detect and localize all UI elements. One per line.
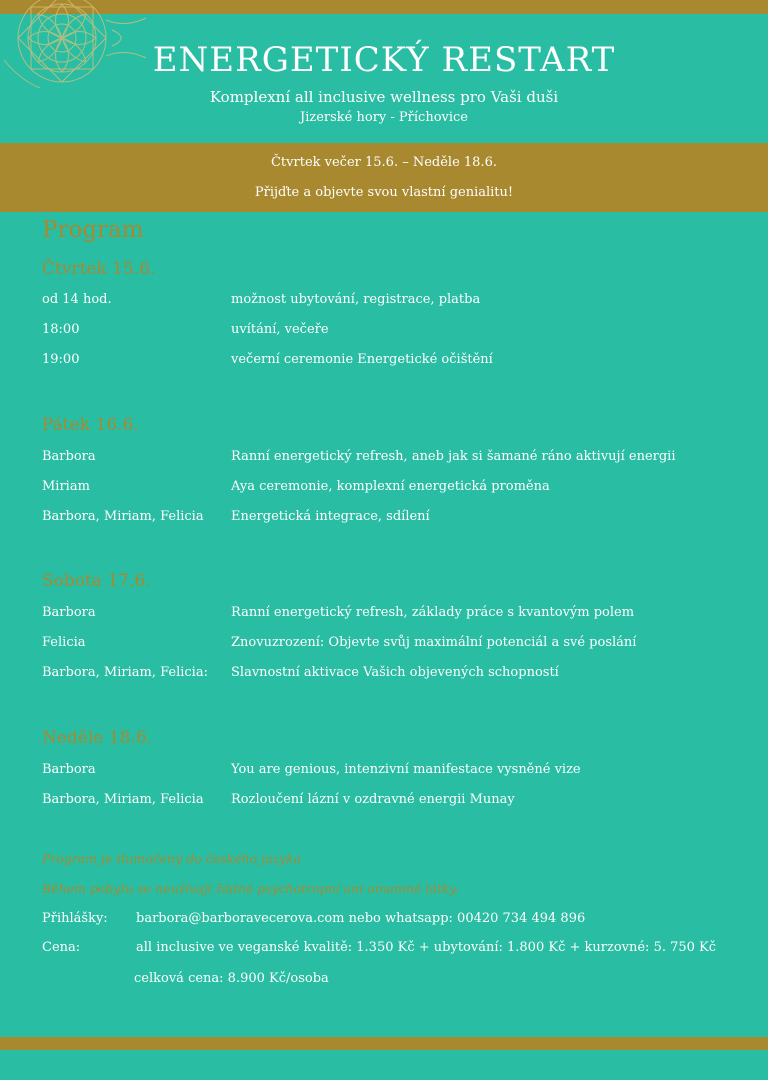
substances-note: Během pobytu se neužívají žádné psychotropní ani omamné látky.	[42, 881, 459, 896]
registration-label: Přihlášky:	[42, 911, 108, 926]
row-time: 19:00	[42, 352, 80, 367]
row-host: Barbora	[42, 762, 96, 777]
day-title: Sobota 17.6.	[42, 571, 151, 591]
day-title: Pátek 16.6.	[42, 415, 139, 435]
page-title: ENERGETICKÝ RESTART	[152, 40, 616, 80]
date-band	[0, 143, 768, 212]
row-host: Barbora, Miriam, Felicia	[42, 792, 204, 807]
row-host: Barbora	[42, 449, 96, 464]
bottom-gold-strip	[0, 1037, 768, 1050]
day-title: Neděle 18.6.	[42, 728, 153, 748]
row-activity: Rozloučení lázní v ozdravné energii Munay	[231, 792, 515, 807]
row-activity: Energetická integrace, sdílení	[231, 509, 430, 524]
row-host: Barbora, Miriam, Felicia	[42, 509, 204, 524]
row-activity: Ranní energetický refresh, základy práce s kvantovým polem	[231, 605, 635, 620]
row-activity: Ranní energetický refresh, aneb jak si šamané ráno aktivují energii	[231, 449, 676, 464]
registration-contact: barbora@barboravecerova.com nebo whatsapp: 00420 734 494 896	[136, 911, 586, 926]
row-activity: možnost ubytování, registrace, platba	[231, 292, 481, 307]
event-dates: Čtvrtek večer 15.6. – Neděle 18.6.	[270, 155, 497, 170]
price-breakdown: all inclusive ve veganské kvalitě: 1.350 Kč + ubytování: 1.800 Kč + kurzovné: 5. 750 Kč	[136, 940, 717, 955]
event-tagline: Přijďte a objevte svou vlastní genialitu!	[254, 185, 514, 200]
row-time: od 14 hod.	[42, 292, 112, 307]
row-activity: uvítání, večeře	[231, 322, 329, 337]
row-host: Barbora	[42, 605, 96, 620]
row-activity: večerní ceremonie Energetické očištění	[231, 352, 493, 367]
row-activity: You are genious, intenzivní manifestace vysněné vize	[231, 762, 581, 777]
row-host: Barbora, Miriam, Felicia:	[42, 665, 208, 680]
row-host: Felicia	[42, 635, 86, 650]
total-price: celková cena: 8.900 Kč/osoba	[134, 971, 329, 986]
row-time: 18:00	[42, 322, 80, 337]
row-activity: Slavnostní aktivace Vašich objevených schopností	[231, 665, 559, 680]
program-heading: Program	[42, 217, 144, 243]
row-host: Miriam	[42, 479, 90, 494]
row-activity: Znovuzrození: Objevte svůj maximální potenciál a své poslání	[231, 635, 637, 650]
day-title: Čtvrtek 15.6.	[42, 259, 156, 279]
page-subtitle: Komplexní all inclusive wellness pro Vaši duši	[209, 88, 559, 106]
row-activity: Aya ceremonie, komplexní energetická proměna	[231, 479, 550, 494]
event-location: Jizerské hory - Příchovice	[300, 110, 468, 125]
price-label: Cena:	[42, 940, 81, 955]
translation-note: Program je tlumočený do českého jazyka	[42, 851, 302, 866]
